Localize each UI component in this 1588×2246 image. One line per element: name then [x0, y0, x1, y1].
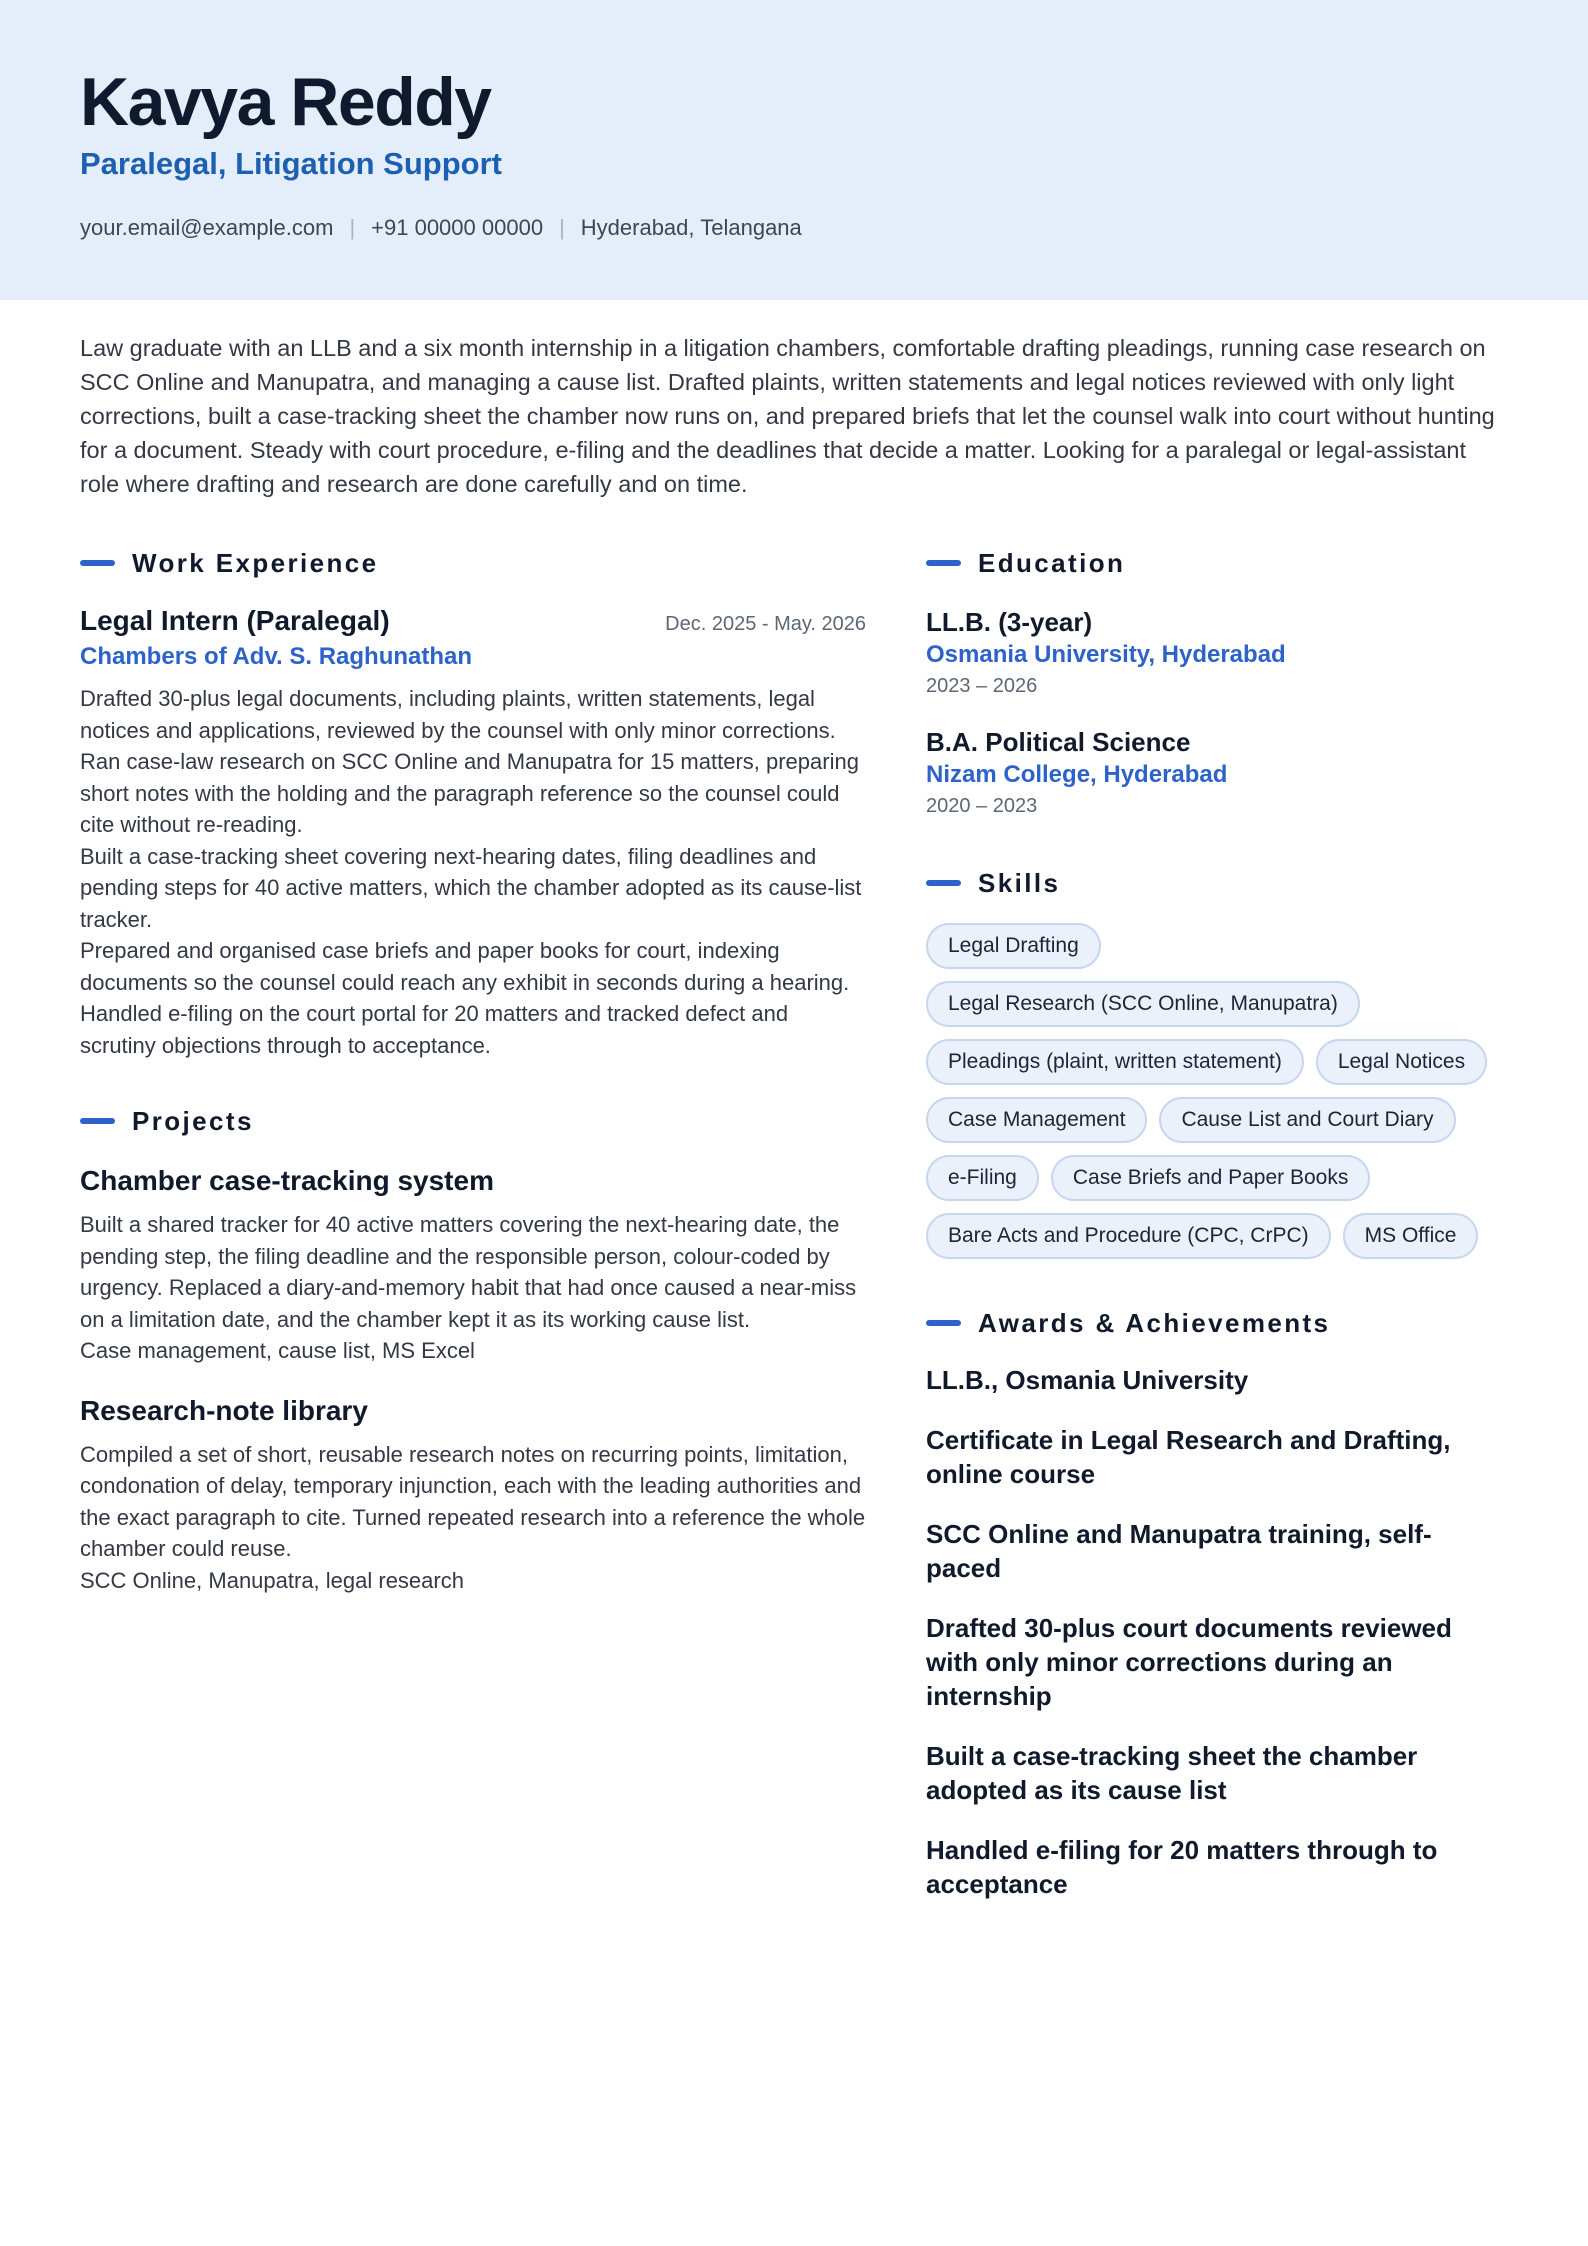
professional-summary: Law graduate with an LLB and a six month internship in a litigation chambers, comfortable drafting pleadings, running case research on SCC Online and Manupatra, and managing a cause list. Drafted plaints, written statements and legal notices reviewed with only light corrections, built a case-tracking sheet the chamber now runs on, and prepared briefs that let the counsel walk into court without hunting for a document. Steady with court procedure, e-filing and the deadlines that decide a matter. Looking for a paralegal or legal-assistant role where drafting and research are done carefully and on time. — [80, 335, 1495, 497]
left-column — [80, 545, 866, 1596]
project-entry — [80, 1163, 866, 1367]
project-description: Built a shared tracker for 40 active matters covering the next-hearing date, the pending step, the filing deadline and the responsible person, colour-coded by urgency. Replaced a diary-and-memory habit that had once caused a near-miss on a limitation date, and the chamber kept it as its working cause list. — [80, 1212, 857, 1332]
award-item: Drafted 30-plus court documents reviewed with only minor corrections during an internship — [926, 1613, 1452, 1711]
job-header — [80, 605, 866, 637]
section-accent-bar — [926, 880, 961, 886]
resume-header — [0, 0, 1588, 300]
project-tech: SCC Online, Manupatra, legal research — [80, 1567, 464, 1593]
education-degree: LL.B. (3-year) — [926, 607, 1093, 637]
award-item: Handled e-filing for 20 matters through to acceptance — [926, 1835, 1438, 1899]
contact-email: your.email@example.com — [80, 215, 334, 240]
skill-chip: Bare Acts and Procedure (CPC, CrPC) — [926, 1213, 1331, 1259]
skills-list — [926, 923, 1506, 1259]
awards-heading — [926, 1305, 1506, 1341]
section-accent-bar — [926, 560, 961, 566]
awards-list — [926, 1363, 1506, 1901]
education-entry — [926, 725, 1506, 821]
right-column — [926, 545, 1506, 1901]
skill-chip: Case Management — [926, 1097, 1147, 1143]
job-organization: Chambers of Adv. S. Raghunathan — [80, 643, 473, 670]
contact-line — [80, 212, 802, 244]
skill-chip: Legal Notices — [1316, 1039, 1487, 1085]
skill-chip: MS Office — [1343, 1213, 1479, 1259]
work-experience-heading — [80, 545, 866, 581]
section-title: Education — [978, 547, 1126, 578]
candidate-role: Paralegal, Litigation Support — [80, 146, 502, 181]
job-dates: Dec. 2025 - May. 2026 — [665, 613, 866, 635]
skill-chip: Legal Drafting — [926, 923, 1101, 969]
education-years: 2023 – 2026 — [926, 675, 1038, 697]
section-accent-bar — [926, 1320, 961, 1326]
project-description: Compiled a set of short, reusable research notes on recurring points, limitation, condonation of delay, temporary injunction, each with the leading authorities and the exact paragraph to cite. Turned repeated research into a reference the whole chamber could reuse. — [80, 1441, 866, 1561]
education-degree: B.A. Political Science — [926, 727, 1191, 757]
skill-chip: Cause List and Court Diary — [1159, 1097, 1455, 1143]
project-title: Research-note library — [80, 1394, 368, 1426]
education-years: 2020 – 2023 — [926, 795, 1038, 817]
contact-phone: +91 00000 00000 — [371, 215, 544, 240]
skill-chip: Pleadings (plaint, written statement) — [926, 1039, 1304, 1085]
job-title: Legal Intern (Paralegal) — [80, 605, 390, 636]
job-entry — [80, 605, 866, 1061]
award-item: Certificate in Legal Research and Drafting, online course — [926, 1425, 1451, 1489]
skill-chip: e-Filing — [926, 1155, 1039, 1201]
skill-chip: Legal Research (SCC Online, Manupatra) — [926, 981, 1360, 1027]
section-title: Awards & Achievements — [978, 1307, 1331, 1338]
project-tech: Case management, cause list, MS Excel — [80, 1338, 475, 1363]
job-bullet: Ran case-law research on SCC Online and Manupatra for 15 matters, preparing short notes with the holding and the paragraph reference so the counsel could cite without re-reading. — [80, 749, 859, 837]
job-bullet: Drafted 30-plus legal documents, including plaints, written statements, legal notices and applications, reviewed by the counsel with only minor corrections. — [80, 686, 836, 743]
section-accent-bar — [80, 1118, 115, 1124]
job-bullet: Handled e-filing on the court portal for 20 matters and tracked defect and scrutiny objections through to acceptance. — [80, 1001, 789, 1058]
education-school: Nizam College, Hyderabad — [926, 761, 1228, 788]
section-title: Work Experience — [132, 547, 379, 578]
section-title: Skills — [978, 867, 1061, 898]
education-entry — [926, 605, 1506, 701]
award-item: LL.B., Osmania University — [926, 1365, 1249, 1395]
skills-heading — [926, 865, 1506, 901]
contact-separator: | — [559, 215, 565, 240]
education-school: Osmania University, Hyderabad — [926, 641, 1286, 668]
job-bullet: Built a case-tracking sheet covering next-hearing dates, filing deadlines and pending steps for 40 active matters, which the chamber adopted as its cause-list tracker. — [80, 843, 862, 932]
job-bullet: Prepared and organised case briefs and paper books for court, indexing documents so the counsel could reach any exhibit in seconds during a hearing. — [80, 938, 850, 995]
award-item: Built a case-tracking sheet the chamber adopted as its cause list — [926, 1741, 1418, 1805]
project-entry — [80, 1393, 866, 1597]
education-heading — [926, 545, 1506, 581]
candidate-name: Kavya Reddy — [80, 64, 491, 140]
skill-chip: Case Briefs and Paper Books — [1051, 1155, 1370, 1201]
section-title: Projects — [132, 1105, 254, 1136]
section-accent-bar — [80, 560, 115, 566]
contact-separator: | — [349, 215, 356, 240]
projects-heading — [80, 1103, 866, 1139]
project-title: Chamber case-tracking system — [80, 1165, 494, 1196]
job-bullets — [80, 683, 866, 1061]
contact-location: Hyderabad, Telangana — [580, 215, 802, 240]
award-item: SCC Online and Manupatra training, self-paced — [926, 1519, 1432, 1583]
